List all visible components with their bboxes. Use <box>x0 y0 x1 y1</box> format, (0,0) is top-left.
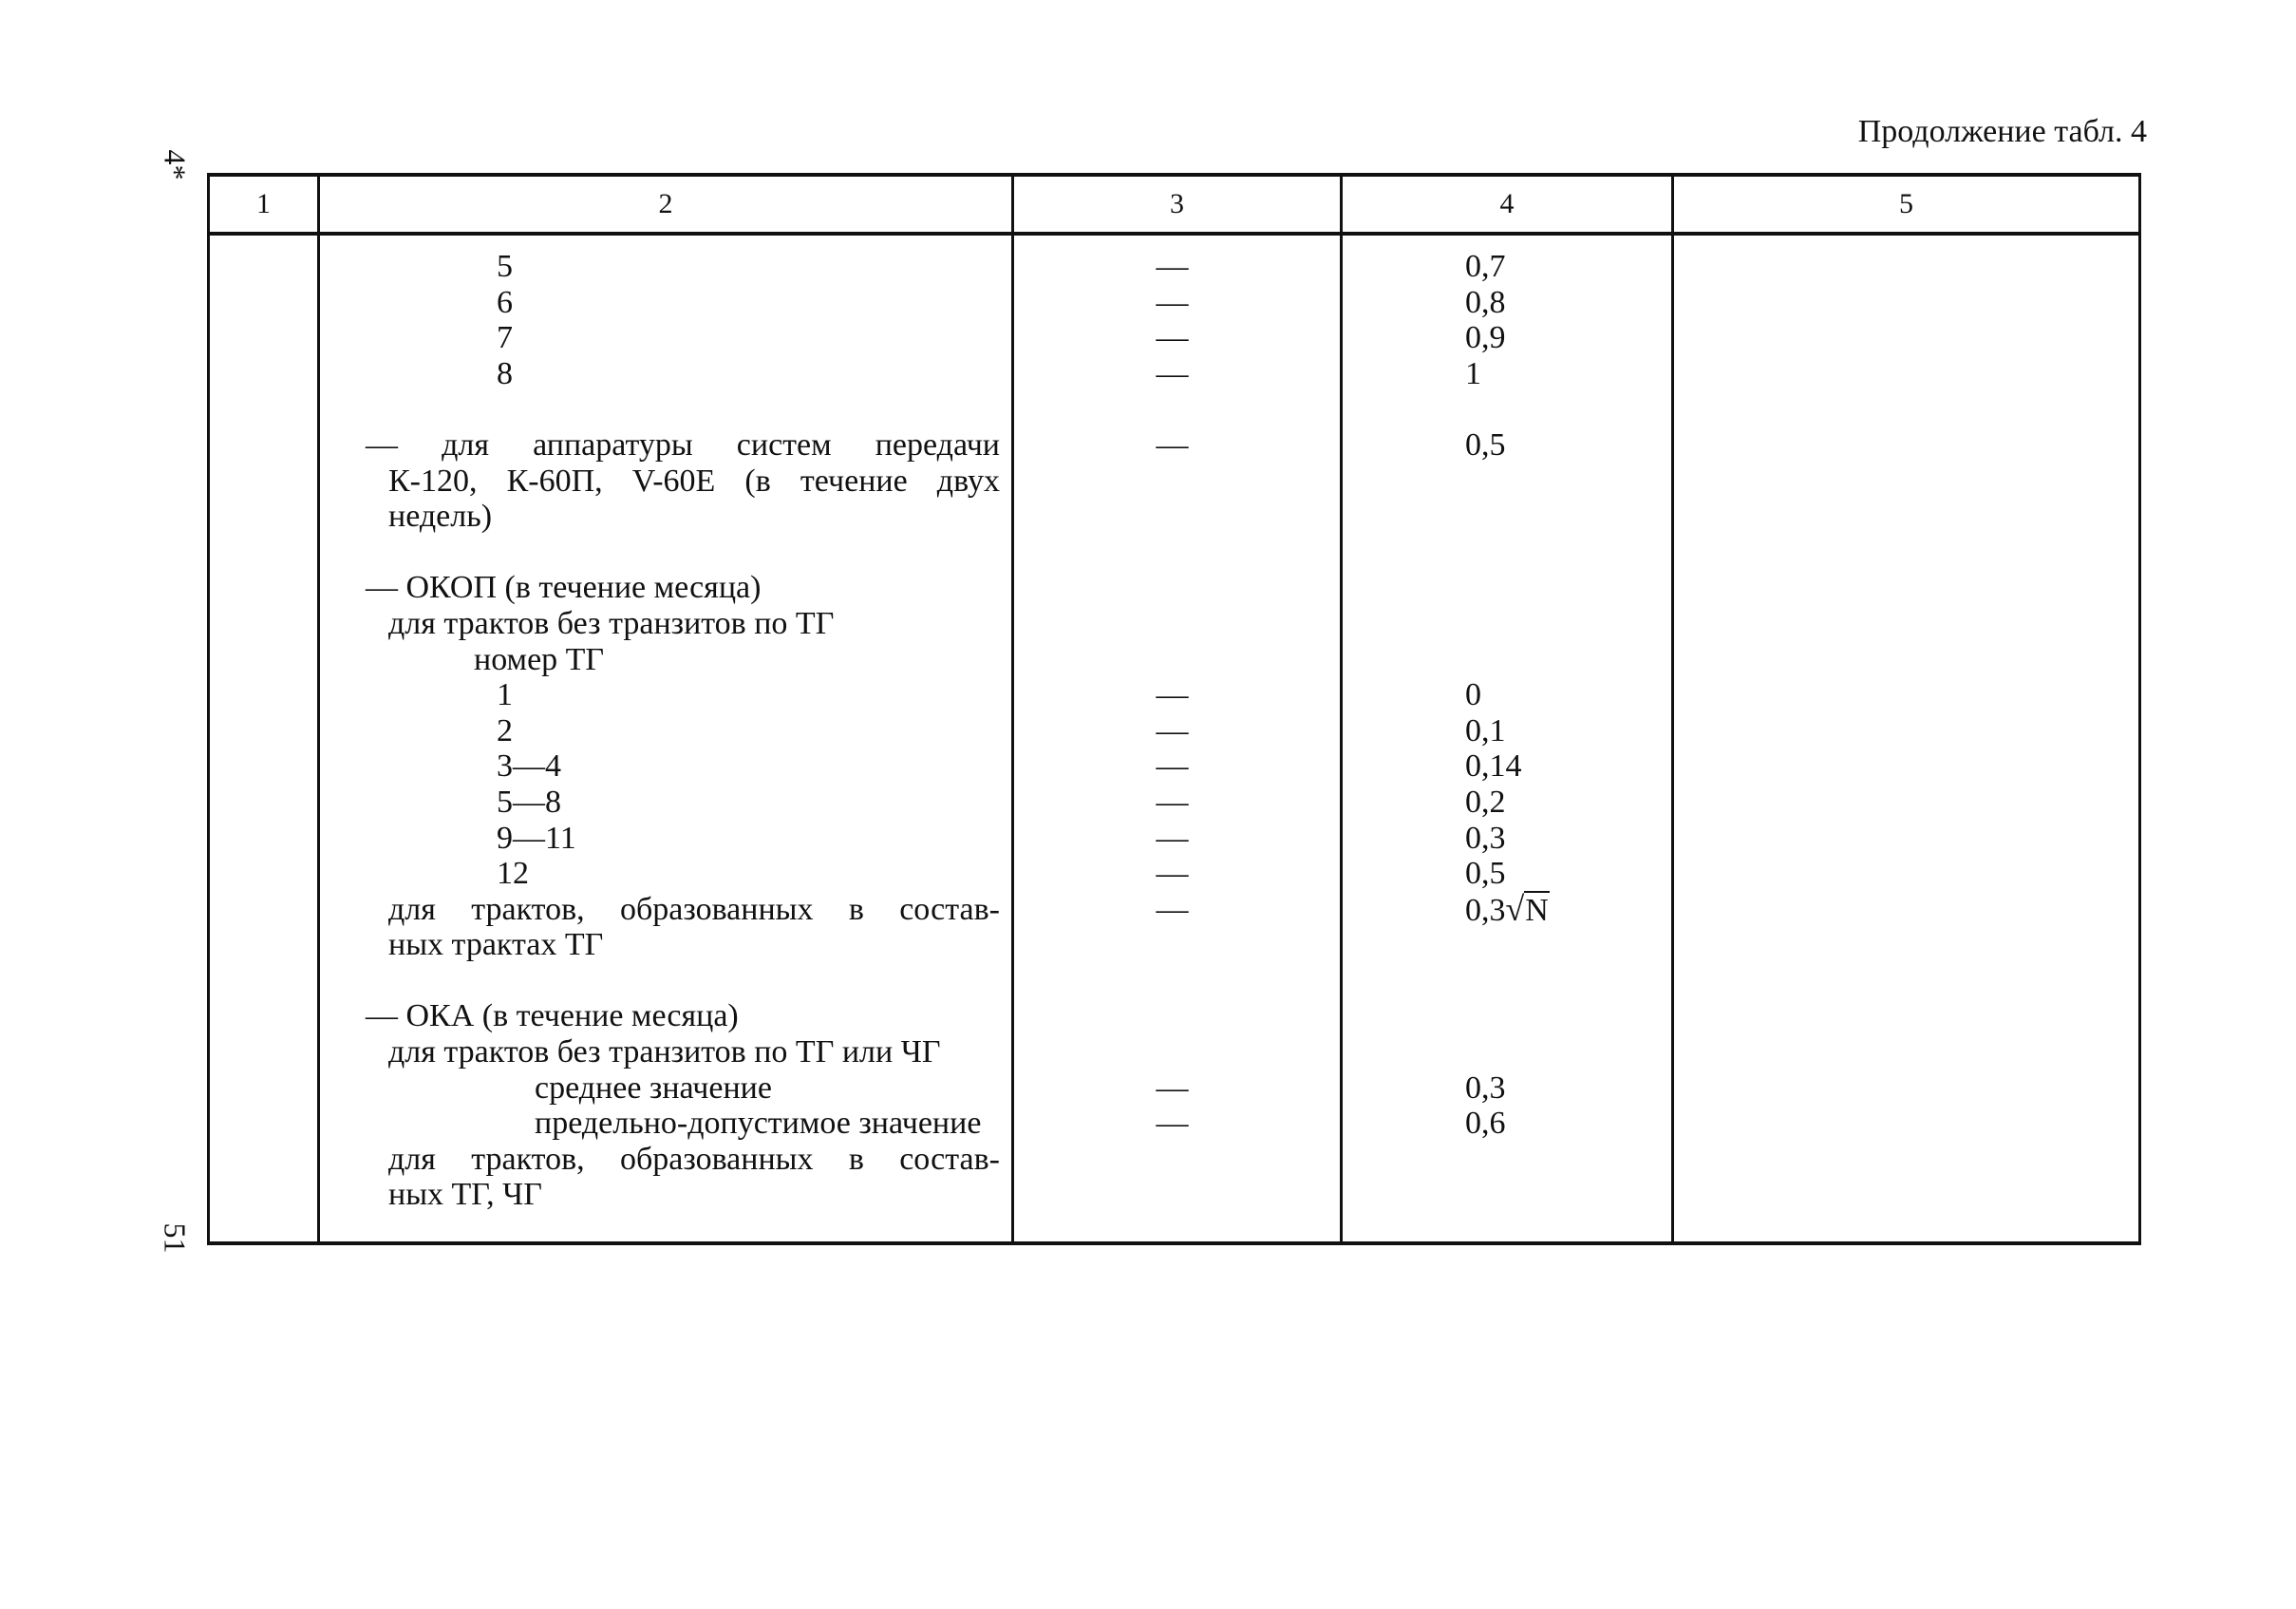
row-col4-value <box>1343 748 1671 785</box>
row-col4-number: 0,2 <box>1465 784 1506 820</box>
row-col4-value <box>1343 320 1671 356</box>
row-col4-value <box>1343 889 1671 928</box>
row-label: предельно-допустимое значение <box>535 1106 982 1142</box>
row-label: номер ТГ <box>474 641 605 677</box>
row-col3-value: — <box>1156 712 1189 748</box>
row-col3-value: — <box>1156 1106 1189 1142</box>
header-col-1: 1 <box>209 175 319 234</box>
row-col4-value <box>1343 464 1671 500</box>
row-col4-number: 0 <box>1465 677 1481 713</box>
row-label: — для аппаратуры систем передачи <box>366 426 1000 463</box>
row-col4-value <box>1343 1106 1671 1142</box>
page-number: 51 <box>158 1222 193 1254</box>
row-label: 5 <box>497 249 513 284</box>
col-3-cell <box>1013 234 1342 1243</box>
row-col3-value <box>1014 1142 1340 1178</box>
row-col3-value <box>1014 963 1340 999</box>
row-col4-value <box>1343 1034 1671 1070</box>
row-label: для трактов, образованных в состав- <box>388 1141 1000 1177</box>
row-col4-value <box>1343 535 1671 571</box>
row-col4-value <box>1343 391 1671 427</box>
row-col4-value <box>1343 1177 1671 1213</box>
row-label: 2 <box>497 712 513 748</box>
col-4-cell <box>1342 234 1673 1243</box>
row-label <box>320 963 1011 999</box>
page-mark-top: 4* <box>158 149 193 180</box>
radicand: N <box>1525 892 1549 928</box>
row-col3-value <box>1014 998 1340 1034</box>
header-col-5: 5 <box>1673 175 2140 234</box>
row-label: для трактов без транзитов по ТГ <box>388 605 835 641</box>
row-col4-value <box>1343 998 1671 1034</box>
row-col3-value: — <box>1156 856 1189 892</box>
row-label: недель) <box>388 499 493 535</box>
table-body-row <box>209 234 2140 1243</box>
row-col4-value <box>1343 606 1671 642</box>
row-col4-number: 0,9 <box>1465 320 1506 356</box>
row-col4-value <box>1343 642 1671 678</box>
row-col3-value <box>1014 927 1340 963</box>
row-col3-value <box>1014 1034 1340 1070</box>
col-1-cell <box>209 234 319 1243</box>
row-col4-number: 0,3 <box>1465 892 1506 928</box>
continuation-table <box>207 173 2141 1245</box>
row-label: для трактов без транзитов по ТГ или ЧГ <box>388 1034 941 1070</box>
row-col3-value: — <box>1156 426 1189 463</box>
row-col4-number: 0,5 <box>1465 856 1506 892</box>
table-header-row <box>209 175 2140 234</box>
row-col4-number: 0,1 <box>1465 712 1506 748</box>
row-col4-number: 0,5 <box>1465 426 1506 463</box>
row-col4-number: 0,3 <box>1465 1070 1506 1106</box>
col-2-cell <box>319 234 1013 1243</box>
row-col3-value: — <box>1156 284 1189 320</box>
row-col3-value: — <box>1156 784 1189 820</box>
row-col3-value <box>1014 499 1340 535</box>
row-col4-value <box>1343 856 1671 892</box>
row-col4-value <box>1343 1142 1671 1178</box>
row-col4-value <box>1343 963 1671 999</box>
row-col4-number: 0,6 <box>1465 1106 1506 1142</box>
row-label: 7 <box>497 320 513 356</box>
row-col4-number: 0,3 <box>1465 820 1506 856</box>
row-col3-value: — <box>1156 677 1189 713</box>
row-label: 12 <box>497 856 529 892</box>
row-label: 9—11 <box>497 820 576 856</box>
row-col3-value: — <box>1156 355 1189 391</box>
row-col4-number: 0,14 <box>1465 748 1522 785</box>
row-label: для трактов, образованных в состав- <box>388 891 1000 927</box>
row-col3-value <box>1014 1177 1340 1213</box>
row-label: ных ТГ, ЧГ <box>388 1177 542 1213</box>
row-label: 1 <box>497 677 513 713</box>
square-root-expression: √N <box>1505 889 1549 928</box>
header-col-2: 2 <box>319 175 1013 234</box>
row-col4-value <box>1343 785 1671 821</box>
row-label: 3—4 <box>497 748 561 785</box>
row-col4-value <box>1343 499 1671 535</box>
row-col3-value: — <box>1156 1070 1189 1106</box>
header-col-3: 3 <box>1013 175 1342 234</box>
row-label: ных трактах ТГ <box>388 927 604 963</box>
row-col4-number: 1 <box>1465 355 1481 391</box>
row-label: — ОКОП (в течение месяца) <box>366 570 762 606</box>
row-col4-value <box>1343 821 1671 857</box>
row-col4-value <box>1343 677 1671 713</box>
row-col4-value <box>1343 427 1671 464</box>
row-col3-value <box>1014 606 1340 642</box>
col-5-cell <box>1673 234 2140 1243</box>
row-label: 6 <box>497 284 513 320</box>
row-col4-value <box>1343 927 1671 963</box>
header-col-4: 4 <box>1342 175 1673 234</box>
row-col3-value <box>1014 570 1340 606</box>
row-col4-value <box>1343 713 1671 749</box>
row-col3-value <box>1014 535 1340 571</box>
row-col4-value <box>1343 1070 1671 1107</box>
row-label: 5—8 <box>497 784 561 820</box>
row-col3-value: — <box>1156 820 1189 856</box>
row-col4-value <box>1343 285 1671 321</box>
row-col3-value: — <box>1156 748 1189 785</box>
row-label <box>320 391 1011 427</box>
row-col4-value <box>1343 249 1671 285</box>
row-col3-value: — <box>1156 249 1189 284</box>
row-col3-value: — <box>1156 891 1189 927</box>
row-label: К-120, К-60П, V-60Е (в течение двух <box>388 463 1000 499</box>
row-label <box>320 535 1011 571</box>
row-col3-value <box>1014 391 1340 427</box>
row-col4-value <box>1343 356 1671 392</box>
row-col4-value <box>1343 570 1671 606</box>
row-col3-value: — <box>1156 320 1189 356</box>
row-col3-value <box>1014 642 1340 678</box>
row-col4-number: 0,7 <box>1465 249 1506 284</box>
table-caption: Продолжение табл. 4 <box>1857 114 2147 149</box>
row-label: — ОКА (в течение месяца) <box>366 998 739 1034</box>
row-col4-number: 0,8 <box>1465 284 1506 320</box>
row-col3-value <box>1014 464 1340 500</box>
row-label: среднее значение <box>535 1070 772 1106</box>
row-label: 8 <box>497 355 513 391</box>
